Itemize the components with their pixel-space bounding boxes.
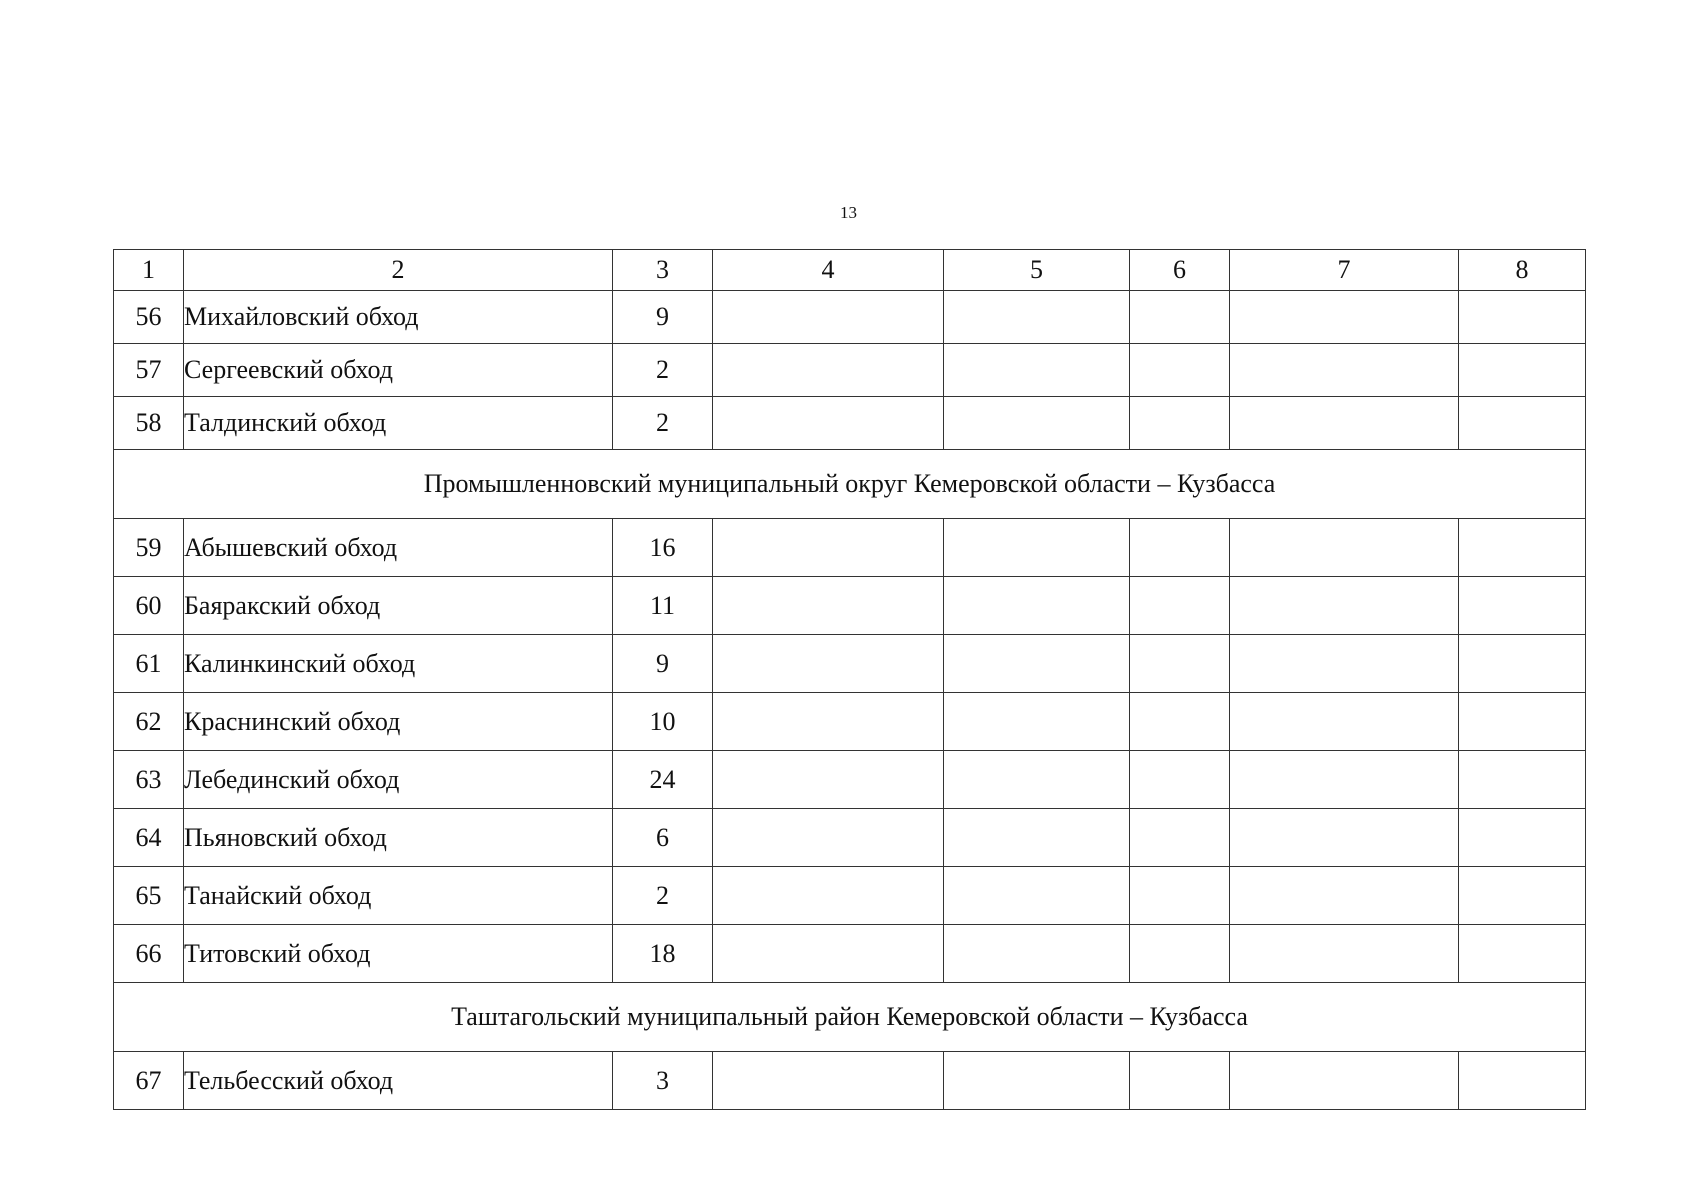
forest-districts-table (113, 249, 1586, 1110)
empty-cell (713, 519, 944, 577)
empty-cell (713, 925, 944, 983)
empty-cell (944, 577, 1130, 635)
empty-cell (1230, 751, 1459, 809)
empty-cell (944, 635, 1130, 693)
district-name: Тельбесский обход (184, 1052, 613, 1110)
empty-cell (1230, 519, 1459, 577)
empty-cell (713, 577, 944, 635)
empty-cell (1230, 397, 1459, 450)
table-row (114, 1052, 1586, 1110)
empty-cell (1459, 693, 1586, 751)
empty-cell (944, 291, 1130, 344)
empty-cell (1230, 577, 1459, 635)
empty-cell (1459, 635, 1586, 693)
section-title: Промышленновский муниципальный округ Кемеровской области – Кузбасса (114, 450, 1586, 519)
quantity-cell: 24 (613, 751, 713, 809)
empty-cell (1230, 1052, 1459, 1110)
table-row (114, 635, 1586, 693)
empty-cell (944, 751, 1130, 809)
empty-cell (944, 344, 1130, 397)
district-name: Сергеевский обход (184, 344, 613, 397)
row-number: 63 (114, 751, 184, 809)
empty-cell (1459, 751, 1586, 809)
row-number: 66 (114, 925, 184, 983)
page-number: 13 (840, 203, 857, 222)
quantity-cell: 16 (613, 519, 713, 577)
empty-cell (1459, 291, 1586, 344)
empty-cell (1230, 925, 1459, 983)
empty-cell (713, 809, 944, 867)
empty-cell (1230, 344, 1459, 397)
district-name: Пьяновский обход (184, 809, 613, 867)
empty-cell (1130, 519, 1230, 577)
table-row (114, 809, 1586, 867)
column-number: 6 (1130, 250, 1230, 291)
empty-cell (1130, 577, 1230, 635)
column-number: 1 (114, 250, 184, 291)
row-number: 61 (114, 635, 184, 693)
table-row (114, 344, 1586, 397)
empty-cell (713, 635, 944, 693)
empty-cell (1459, 867, 1586, 925)
table-row (114, 867, 1586, 925)
table-row (114, 519, 1586, 577)
empty-cell (1459, 577, 1586, 635)
column-number: 8 (1459, 250, 1586, 291)
empty-cell (1130, 1052, 1230, 1110)
empty-cell (1130, 397, 1230, 450)
column-number: 4 (713, 250, 944, 291)
empty-cell (713, 397, 944, 450)
empty-cell (944, 925, 1130, 983)
empty-cell (1459, 519, 1586, 577)
quantity-cell: 9 (613, 635, 713, 693)
row-number: 62 (114, 693, 184, 751)
quantity-cell: 2 (613, 867, 713, 925)
quantity-cell: 18 (613, 925, 713, 983)
row-number: 56 (114, 291, 184, 344)
district-name: Танайский обход (184, 867, 613, 925)
empty-cell (944, 397, 1130, 450)
empty-cell (1130, 925, 1230, 983)
table-row (114, 577, 1586, 635)
empty-cell (1230, 635, 1459, 693)
district-name: Талдинский обход (184, 397, 613, 450)
column-number: 5 (944, 250, 1130, 291)
table-row (114, 291, 1586, 344)
empty-cell (713, 693, 944, 751)
empty-cell (1130, 693, 1230, 751)
empty-cell (713, 751, 944, 809)
table-row (114, 925, 1586, 983)
empty-cell (1459, 344, 1586, 397)
row-number: 67 (114, 1052, 184, 1110)
table-row (114, 751, 1586, 809)
empty-cell (1230, 867, 1459, 925)
quantity-cell: 2 (613, 397, 713, 450)
quantity-cell: 6 (613, 809, 713, 867)
quantity-cell: 2 (613, 344, 713, 397)
district-name: Калинкинский обход (184, 635, 613, 693)
section-title: Таштагольский муниципальный район Кемеровской области – Кузбасса (114, 983, 1586, 1052)
column-number-row (114, 250, 1586, 291)
empty-cell (1230, 291, 1459, 344)
empty-cell (944, 1052, 1130, 1110)
empty-cell (1459, 809, 1586, 867)
empty-cell (713, 1052, 944, 1110)
empty-cell (1459, 925, 1586, 983)
district-name: Михайловский обход (184, 291, 613, 344)
empty-cell (944, 867, 1130, 925)
empty-cell (1230, 693, 1459, 751)
district-name: Краснинский обход (184, 693, 613, 751)
column-number: 7 (1230, 250, 1459, 291)
empty-cell (1130, 809, 1230, 867)
empty-cell (944, 809, 1130, 867)
empty-cell (1130, 751, 1230, 809)
section-header-row (114, 983, 1586, 1052)
row-number: 57 (114, 344, 184, 397)
empty-cell (1130, 291, 1230, 344)
quantity-cell: 9 (613, 291, 713, 344)
quantity-cell: 3 (613, 1052, 713, 1110)
empty-cell (713, 344, 944, 397)
empty-cell (1130, 635, 1230, 693)
column-number: 3 (613, 250, 713, 291)
quantity-cell: 11 (613, 577, 713, 635)
column-number: 2 (184, 250, 613, 291)
section-header-row (114, 450, 1586, 519)
row-number: 65 (114, 867, 184, 925)
row-number: 60 (114, 577, 184, 635)
district-name: Лебединский обход (184, 751, 613, 809)
table-row (114, 693, 1586, 751)
district-name: Абышевский обход (184, 519, 613, 577)
empty-cell (1459, 397, 1586, 450)
district-name: Баяракский обход (184, 577, 613, 635)
empty-cell (944, 693, 1130, 751)
empty-cell (1459, 1052, 1586, 1110)
row-number: 59 (114, 519, 184, 577)
empty-cell (1230, 809, 1459, 867)
district-name: Титовский обход (184, 925, 613, 983)
row-number: 64 (114, 809, 184, 867)
table-row (114, 397, 1586, 450)
row-number: 58 (114, 397, 184, 450)
empty-cell (1130, 867, 1230, 925)
quantity-cell: 10 (613, 693, 713, 751)
empty-cell (944, 519, 1130, 577)
empty-cell (713, 291, 944, 344)
empty-cell (713, 867, 944, 925)
empty-cell (1130, 344, 1230, 397)
